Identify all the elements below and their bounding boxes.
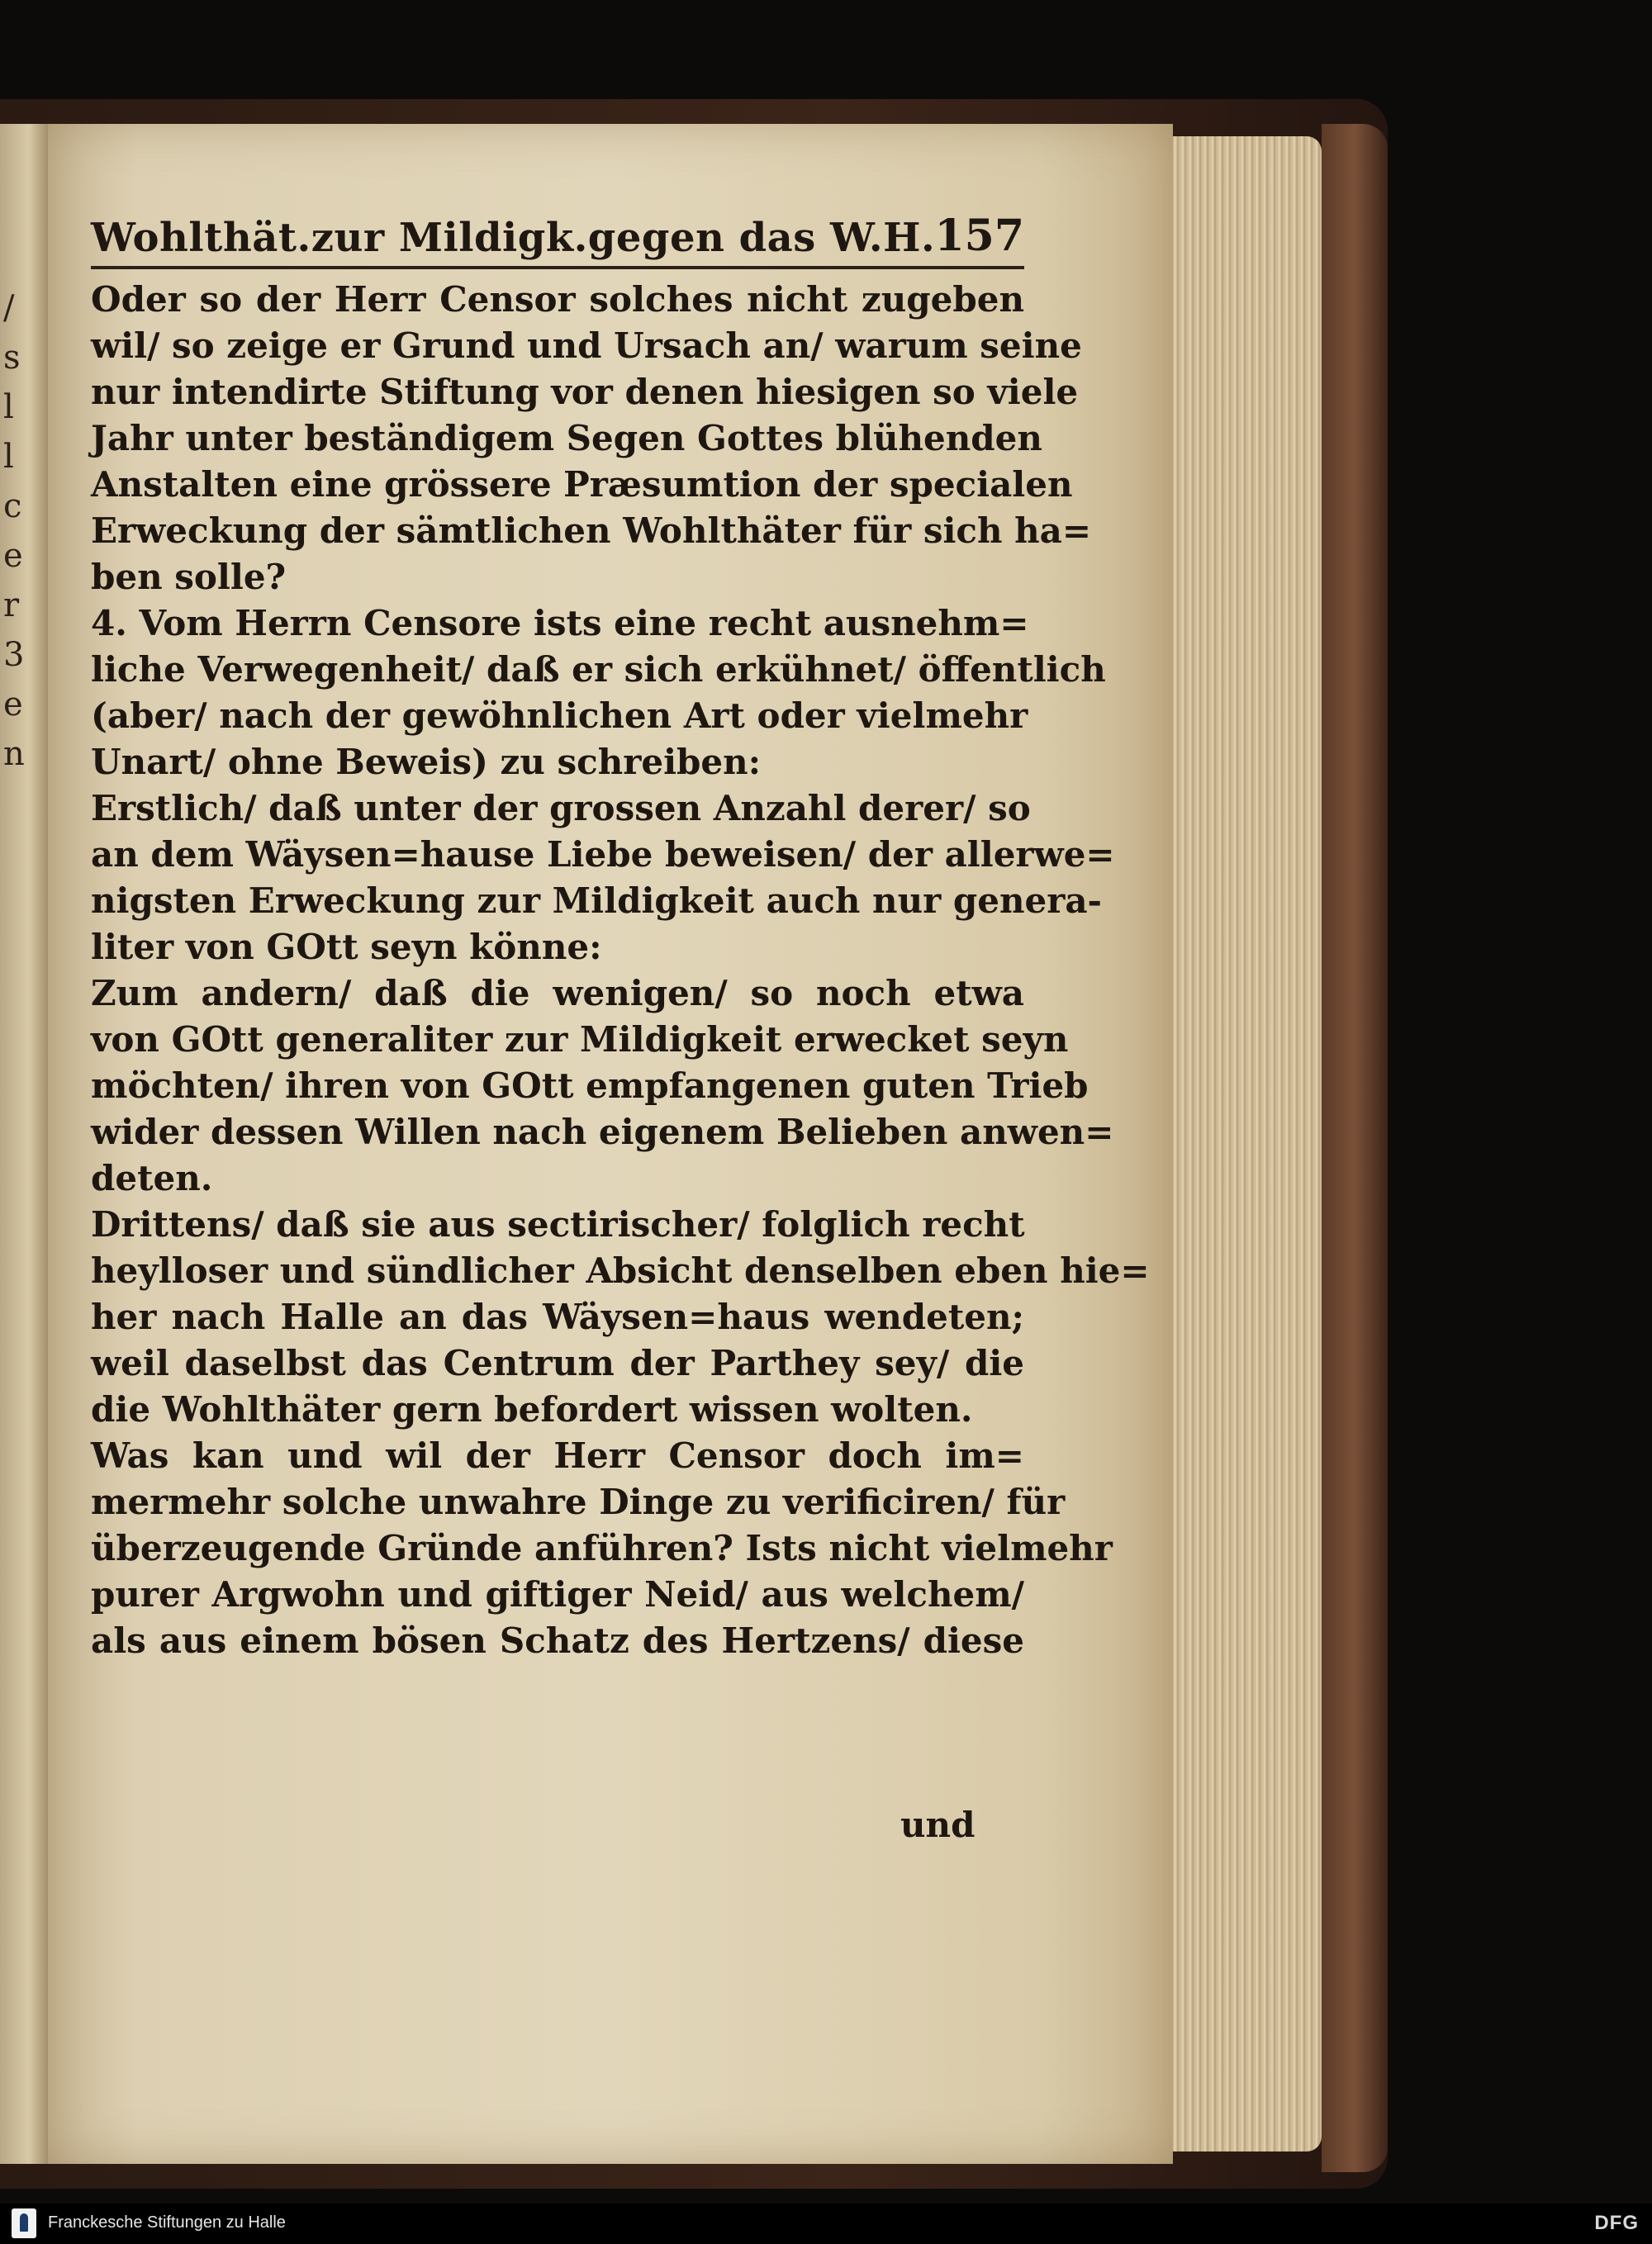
text-line: möchten/ ihren von GOtt empfangenen guten Trieb — [91, 1065, 1089, 1106]
text-line: nigsten Erweckung zur Mildigkeit auch nur genera- — [91, 880, 1102, 921]
text-line: her nach Halle an das Wäysen=haus wendeten; — [91, 1297, 1024, 1337]
facing-page-fragment: r — [3, 586, 20, 624]
text-line: überzeugende Gründe anführen? Ists nicht vielmehr — [91, 1528, 1113, 1568]
text-line: wider dessen Willen nach eigenem Belieben anwen= — [91, 1112, 1114, 1152]
text-line: liter von GOtt seyn könne: — [91, 927, 602, 967]
text-line: wil/ so zeige er Grund und Ursach an/ warum seine — [91, 325, 1082, 366]
page-edges — [1173, 136, 1322, 2151]
institution-logo-icon — [12, 2208, 36, 2238]
text-line: von GOtt generaliter zur Mildigkeit erwecket seyn — [91, 1019, 1069, 1060]
facing-page-edge — [0, 124, 48, 2164]
text-line: Zum andern/ daß die wenigen/ so noch etwa — [91, 973, 1024, 1013]
facing-page-fragment: c — [3, 487, 22, 525]
footer-bar — [0, 2204, 1652, 2244]
page-number: 157 — [934, 211, 1024, 261]
text-line: mermehr solche unwahre Dinge zu verificiren/ für — [91, 1482, 1066, 1522]
text-line: Erstlich/ daß unter der grossen Anzahl derer/ so — [91, 788, 1031, 828]
facing-page-fragment: / — [3, 289, 15, 327]
text-line: Drittens/ daß sie aus sectirischer/ folglich recht — [91, 1204, 1025, 1245]
text-line: (aber/ nach der gewöhnlichen Art oder vielmehr — [91, 695, 1028, 736]
institution-label: Franckesche Stiftungen zu Halle — [48, 2213, 286, 2232]
body-text — [91, 277, 1150, 1664]
text-line: nur intendirte Stiftung vor denen hiesigen so viele — [91, 372, 1079, 412]
text-line: Oder so der Herr Censor solches nicht zugeben — [91, 279, 1024, 320]
facing-page-fragment: e — [3, 537, 23, 575]
text-line: purer Argwohn und giftiger Neid/ aus welchem/ — [91, 1574, 1024, 1615]
facing-page-fragment: n — [3, 735, 25, 773]
cover-edge — [1322, 124, 1388, 2172]
text-line: deten. — [91, 1158, 213, 1198]
text-line: Jahr unter beständigem Segen Gottes blühenden — [91, 418, 1042, 458]
text-line: 4. Vom Herrn Censore ists eine recht ausnehm= — [91, 603, 1029, 643]
text-line: weil daselbst das Centrum der Parthey sey/ die — [91, 1343, 1024, 1383]
text-line: die Wohlthäter gern befordert wissen wolten. — [91, 1389, 973, 1430]
text-line: Erweckung der sämtlichen Wohlthäter für sich ha= — [91, 510, 1092, 551]
facing-page-fragment: s — [3, 339, 21, 377]
text-line: als aus einem bösen Schatz des Hertzens/ diese — [91, 1620, 1024, 1661]
running-title: Wohlthät.zur Mildigk.gegen das W.H. — [91, 215, 936, 261]
text-line: Anstalten eine grössere Præsumtion der specialen — [91, 464, 1073, 505]
dfg-logo: DFG — [1594, 2212, 1639, 2234]
text-line: liche Verwegenheit/ daß er sich erkühnet/ öffentlich — [91, 649, 1106, 690]
running-head — [91, 192, 1024, 269]
catchword: und — [900, 1805, 976, 1845]
text-line: Unart/ ohne Beweis) zu schreiben: — [91, 742, 762, 782]
text-line: an dem Wäysen=hause Liebe beweisen/ der allerwe= — [91, 834, 1115, 875]
text-line: Was kan und wil der Herr Censor doch im= — [91, 1435, 1024, 1476]
facing-page-fragment: 3 — [3, 636, 25, 674]
text-line: ben solle? — [91, 557, 287, 597]
facing-page-fragment: l — [3, 438, 14, 476]
facing-page-fragment: e — [3, 686, 23, 723]
facing-page-fragment: l — [3, 388, 14, 426]
text-line: heylloser und sündlicher Absicht denselben eben hie= — [91, 1250, 1150, 1291]
